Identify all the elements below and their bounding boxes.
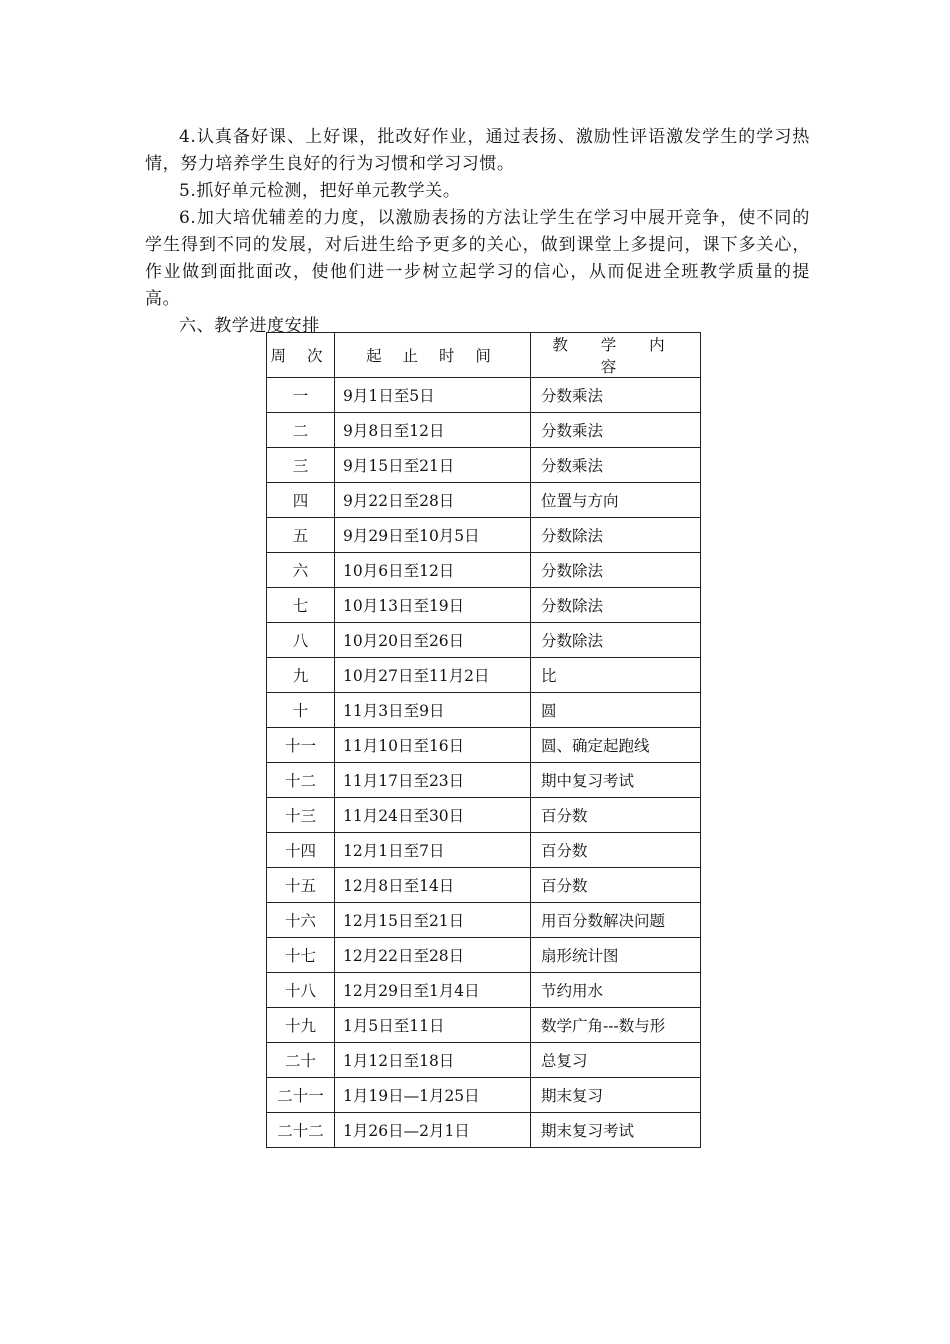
week-cell: 十九 (267, 1008, 335, 1043)
schedule-table (266, 332, 701, 1148)
table-row (267, 658, 701, 693)
content-cell: 扇形统计图 (531, 938, 701, 973)
week-cell: 十六 (267, 903, 335, 938)
date-range-cell: 1月19日—1月25日 (335, 1078, 531, 1113)
date-range-cell: 1月12日至18日 (335, 1043, 531, 1078)
date-range-cell: 1月26日—2月1日 (335, 1113, 531, 1148)
table-row (267, 378, 701, 413)
week-cell: 八 (267, 623, 335, 658)
date-range-cell: 9月1日至5日 (335, 378, 531, 413)
date-range-cell: 10月27日至11月2日 (335, 658, 531, 693)
table-row (267, 763, 701, 798)
week-cell: 五 (267, 518, 335, 553)
week-cell: 十五 (267, 868, 335, 903)
header-week: 周 次 (267, 333, 335, 378)
week-cell: 十一 (267, 728, 335, 763)
date-range-cell: 12月22日至28日 (335, 938, 531, 973)
content-cell: 用百分数解决问题 (531, 903, 701, 938)
table-row (267, 973, 701, 1008)
paragraph-6: 6.加大培优辅差的力度，以激励表扬的方法让学生在学习中展开竞争，使不同的学生得到不同的发展，对后进生给予更多的关心，做到课堂上多提问，课下多关心，作业做到面批面改，使他们进一步树立起学习的信心，从而促进全班教学质量的提高。 (145, 208, 810, 309)
date-range-cell: 12月1日至7日 (335, 833, 531, 868)
content-cell: 节约用水 (531, 973, 701, 1008)
week-cell: 十三 (267, 798, 335, 833)
week-cell: 一 (267, 378, 335, 413)
week-cell: 二十二 (267, 1113, 335, 1148)
week-cell: 十八 (267, 973, 335, 1008)
week-cell: 四 (267, 483, 335, 518)
date-range-cell: 9月29日至10月5日 (335, 518, 531, 553)
week-cell: 二 (267, 413, 335, 448)
date-range-cell: 11月17日至23日 (335, 763, 531, 798)
content-cell: 数学广角---数与形 (531, 1008, 701, 1043)
date-range-cell: 12月8日至14日 (335, 868, 531, 903)
table-row (267, 798, 701, 833)
content-cell: 期中复习考试 (531, 763, 701, 798)
table-row (267, 903, 701, 938)
content-cell: 比 (531, 658, 701, 693)
table-row (267, 1113, 701, 1148)
content-cell: 圆、确定起跑线 (531, 728, 701, 763)
content-cell: 百分数 (531, 833, 701, 868)
week-cell: 十 (267, 693, 335, 728)
date-range-cell: 9月22日至28日 (335, 483, 531, 518)
table-row (267, 1008, 701, 1043)
date-range-cell: 10月13日至19日 (335, 588, 531, 623)
week-cell: 二十 (267, 1043, 335, 1078)
content-cell: 圆 (531, 693, 701, 728)
table-row (267, 413, 701, 448)
week-cell: 七 (267, 588, 335, 623)
content-cell: 分数乘法 (531, 413, 701, 448)
week-cell: 六 (267, 553, 335, 588)
content-cell: 分数乘法 (531, 448, 701, 483)
table-row (267, 1078, 701, 1113)
paragraph-5: 5.抓好单元检测，把好单元教学关。 (179, 181, 461, 201)
content-cell: 分数除法 (531, 553, 701, 588)
week-cell: 二十一 (267, 1078, 335, 1113)
table-row (267, 728, 701, 763)
header-time: 起 止 时 间 (335, 333, 531, 378)
date-range-cell: 10月6日至12日 (335, 553, 531, 588)
content-cell: 分数除法 (531, 518, 701, 553)
date-range-cell: 11月24日至30日 (335, 798, 531, 833)
table-row (267, 833, 701, 868)
content-cell: 百分数 (531, 798, 701, 833)
paragraph-4: 4.认真备好课、上好课，批改好作业，通过表扬、激励性评语激发学生的学习热情，努力培养学生良好的行为习惯和学习习惯。 (145, 127, 810, 174)
week-cell: 十二 (267, 763, 335, 798)
table-row (267, 588, 701, 623)
week-cell: 十七 (267, 938, 335, 973)
content-cell: 期末复习 (531, 1078, 701, 1113)
content-cell: 百分数 (531, 868, 701, 903)
content-cell: 期末复习考试 (531, 1113, 701, 1148)
document-body (145, 124, 810, 340)
date-range-cell: 12月15日至21日 (335, 903, 531, 938)
table-row (267, 938, 701, 973)
week-cell: 十四 (267, 833, 335, 868)
date-range-cell: 10月20日至26日 (335, 623, 531, 658)
week-cell: 三 (267, 448, 335, 483)
table-row (267, 483, 701, 518)
section-heading: 六、教学进度安排 (179, 316, 320, 336)
content-cell: 总复习 (531, 1043, 701, 1078)
table-body (267, 378, 701, 1148)
table-header-row (267, 333, 701, 378)
date-range-cell: 11月10日至16日 (335, 728, 531, 763)
table-row (267, 623, 701, 658)
table-row (267, 693, 701, 728)
date-range-cell: 9月8日至12日 (335, 413, 531, 448)
content-cell: 分数乘法 (531, 378, 701, 413)
date-range-cell: 11月3日至9日 (335, 693, 531, 728)
header-content: 教 学 内 容 (531, 333, 701, 378)
table-row (267, 518, 701, 553)
table-row (267, 868, 701, 903)
date-range-cell: 9月15日至21日 (335, 448, 531, 483)
week-cell: 九 (267, 658, 335, 693)
date-range-cell: 1月5日至11日 (335, 1008, 531, 1043)
table-row (267, 448, 701, 483)
table-row (267, 1043, 701, 1078)
date-range-cell: 12月29日至1月4日 (335, 973, 531, 1008)
table-row (267, 553, 701, 588)
content-cell: 分数除法 (531, 588, 701, 623)
content-cell: 分数除法 (531, 623, 701, 658)
content-cell: 位置与方向 (531, 483, 701, 518)
